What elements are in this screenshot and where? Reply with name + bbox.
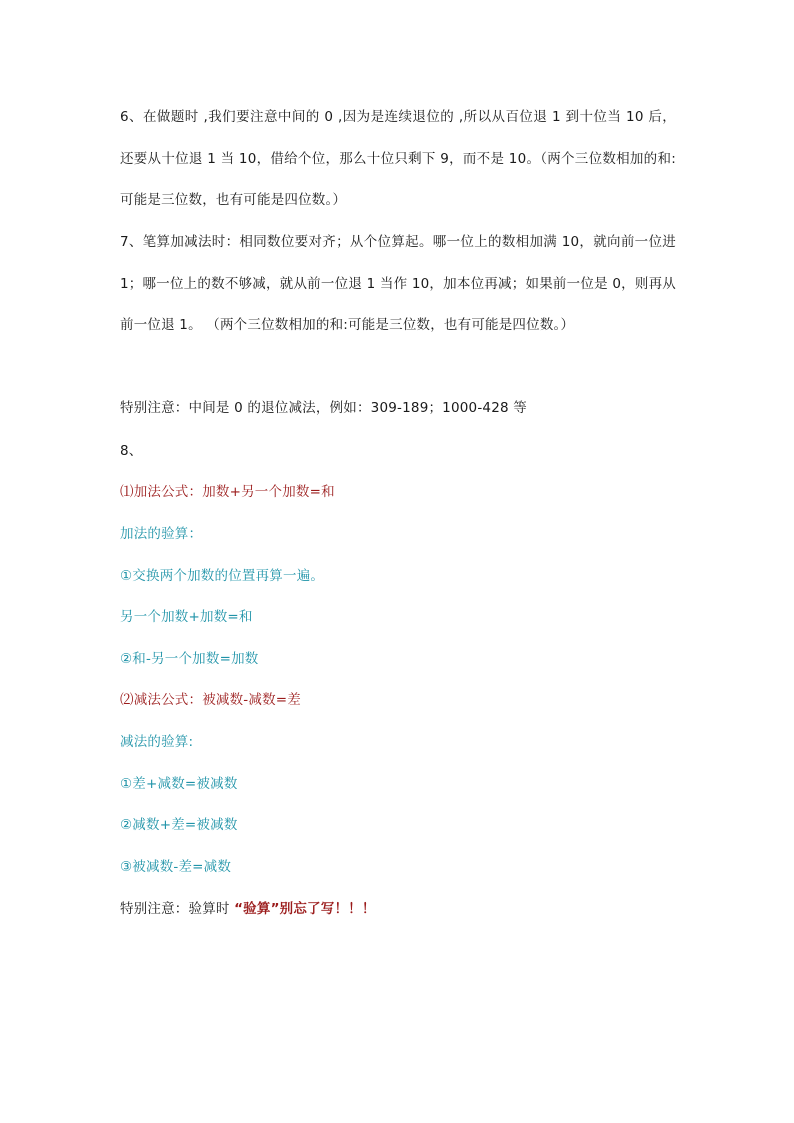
addition-check-2: ②和-另一个加数=加数 [120,651,259,667]
subtraction-check-2: ②减数+差=被减数 [120,817,238,833]
final-note-emphasis: “验算”别忘了写！！！ [234,901,376,917]
addition-formula: ⑴加法公式：加数+另一个加数=和 [120,484,335,500]
final-note [120,899,376,919]
subtraction-check-title: 减法的验算: [120,734,194,750]
special-note-1: 特别注意：中间是 0 的退位减法，例如：309-189；1000-428 等 [120,400,527,416]
addition-check-1: ①交换两个加数的位置再算一遍。 [120,568,325,584]
addition-check-title: 加法的验算： [120,526,203,542]
paragraph-6: 6、在做题时 ,我们要注意中间的 0 ,因为是连续退位的 ,所以从百位退 1 到十位当 10 后，还要从十位退 1 当 10，借给个位，那么十位只剩下 9，而不是 10。（两个三位数相加的和:可能是三位数，也有可能是四位数。） [120,109,676,208]
subtraction-formula: ⑵减法公式：被减数-减数=差 [120,692,301,708]
addition-check-1-formula: 另一个加数+加数=和 [120,609,253,625]
subtraction-check-3: ③被减数-差=减数 [120,859,232,875]
paragraph-7: 7、笔算加减法时：相同数位要对齐；从个位算起。哪一位上的数相加满 10，就向前一位进 1；哪一位上的数不够减，就从前一位退 1 当作 10，加本位再减；如果前一位是 0，则再从前一位退 1。 （两个三位数相加的和:可能是三位数，也有可能是四位数。） [120,234,676,333]
item-8-label: 8、 [120,443,143,459]
final-note-prefix: 特别注意：验算时 [120,901,230,917]
subtraction-check-1: ①差+减数=被减数 [120,776,238,792]
